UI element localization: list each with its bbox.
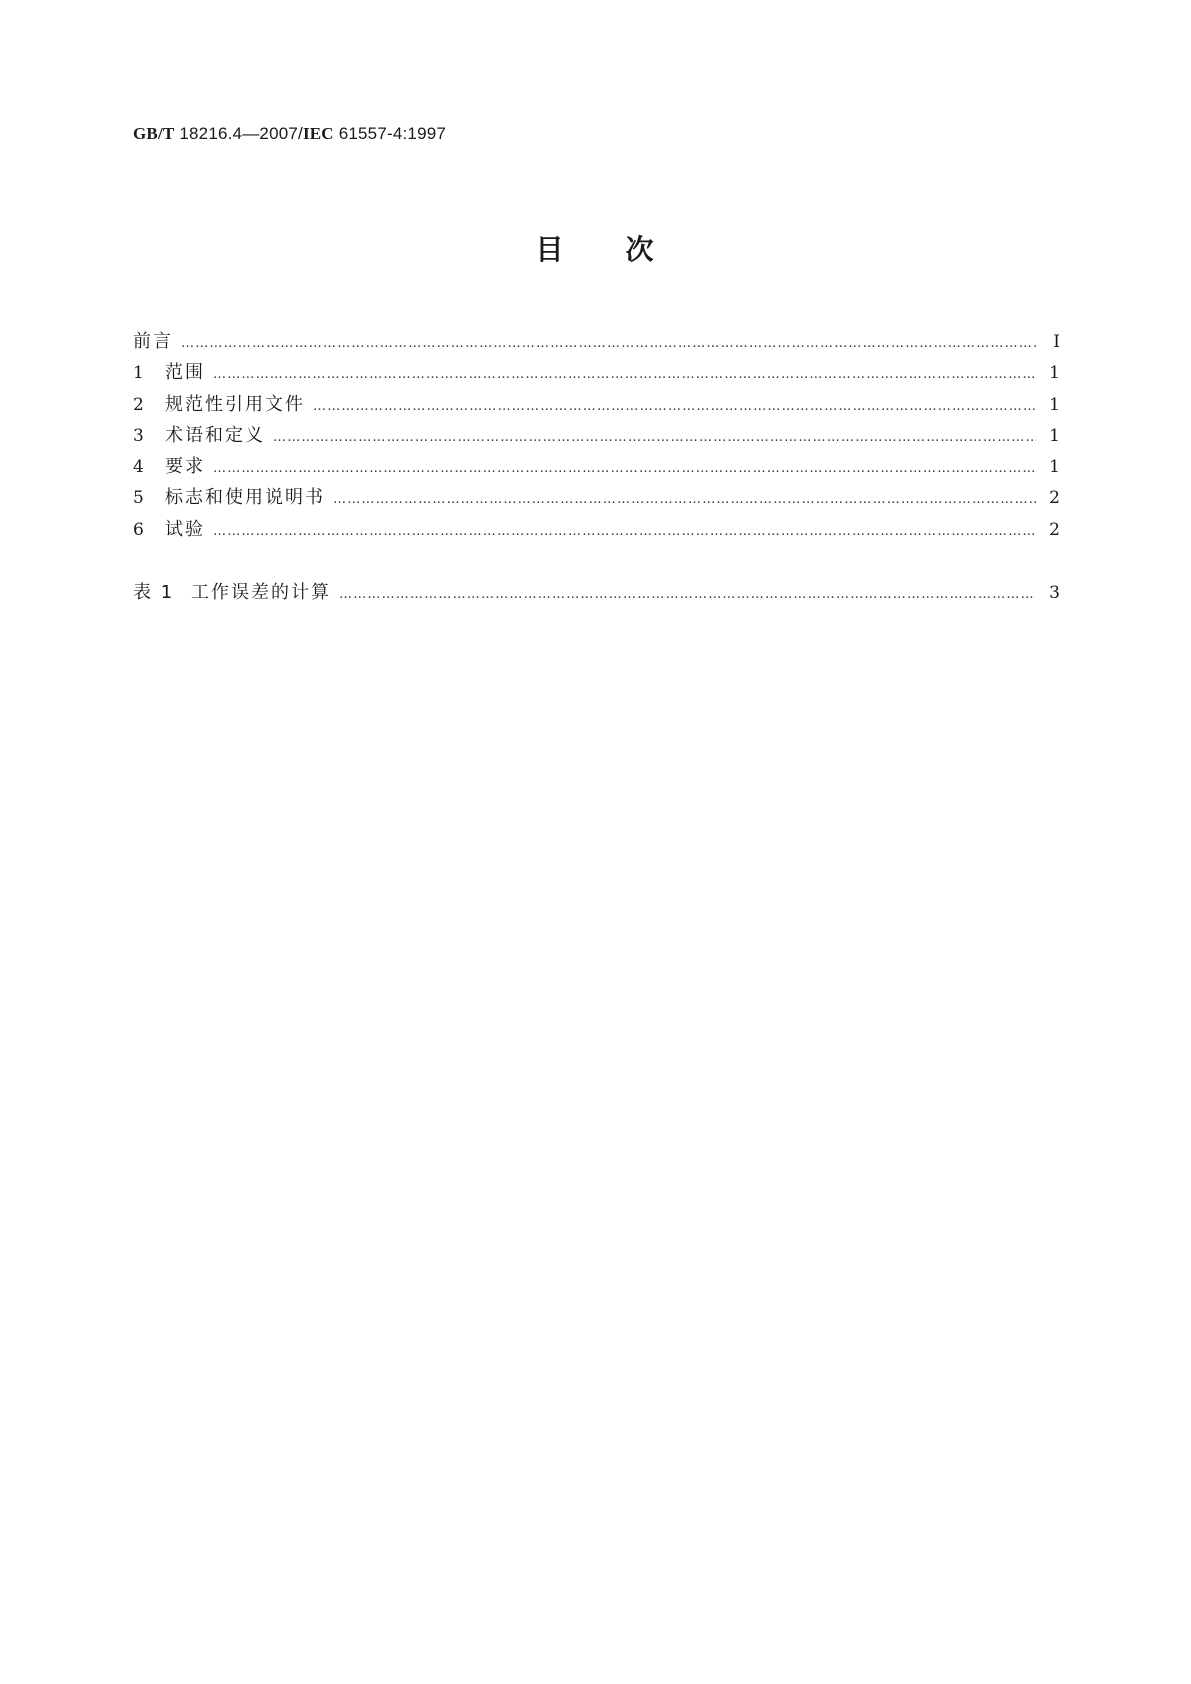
toc-entry-page: Ⅰ: [1053, 332, 1060, 352]
title-char-1: 目: [535, 233, 566, 266]
toc-leader-dots: [213, 461, 1036, 476]
toc-leader-dots: [181, 336, 1036, 351]
standard-prefix: GB/T: [133, 124, 175, 143]
title-char-2: 次: [625, 233, 656, 266]
toc-entry-label: 工作误差的计算: [191, 582, 331, 603]
toc-entry-number: 1: [133, 363, 144, 384]
toc-leader-dots: [213, 524, 1036, 539]
toc-entry-label: 范围: [165, 362, 205, 384]
toc-entry-number: 6: [133, 519, 144, 540]
toc-entry-page: 2: [1049, 519, 1060, 540]
toc-entry-label: 要求: [165, 456, 205, 478]
toc-entry-scope[interactable]: [133, 358, 1060, 389]
toc-entry-marking-instructions[interactable]: [133, 483, 1060, 514]
toc-leader-dots: [313, 399, 1036, 414]
toc-leader-dots: [333, 492, 1036, 507]
iec-number: 61557-4:1997: [333, 124, 447, 143]
iec-prefix: IEC: [302, 124, 334, 143]
toc-entry-normative-references[interactable]: [133, 390, 1060, 421]
toc-leader-dots: [213, 367, 1036, 382]
toc-entry-number: 4: [133, 457, 144, 478]
toc-entry-number: 2: [133, 394, 144, 415]
toc-entry-label: 试验: [165, 518, 205, 540]
toc-entry-requirements[interactable]: [133, 452, 1060, 483]
standard-header: [133, 124, 446, 144]
toc-entry-foreword[interactable]: [133, 327, 1060, 358]
table-of-contents: [133, 327, 1060, 546]
toc-leader-dots: [273, 430, 1036, 445]
toc-entry-page: 1: [1049, 394, 1060, 415]
toc-entry-number: 3: [133, 425, 144, 446]
toc-entry-page: 3: [1049, 583, 1060, 603]
page-title: [0, 228, 1191, 268]
list-of-tables: [133, 578, 1060, 609]
toc-entry-terms-definitions[interactable]: [133, 421, 1060, 452]
toc-entry-page: 1: [1049, 457, 1060, 478]
toc-entry-page: 1: [1049, 363, 1060, 384]
toc-entry-label: 前言: [133, 331, 173, 352]
toc-entry-number: 表 1: [133, 582, 175, 603]
toc-leader-dots: [339, 587, 1036, 602]
toc-entry-label: 术语和定义: [165, 424, 265, 446]
toc-entry-label: 规范性引用文件: [165, 393, 305, 415]
toc-entry-page: 1: [1049, 425, 1060, 446]
toc-entry-number: 5: [133, 488, 144, 509]
toc-entry-tests[interactable]: [133, 515, 1060, 546]
toc-entry-label: 标志和使用说明书: [165, 487, 325, 509]
toc-entry-page: 2: [1049, 488, 1060, 509]
toc-entry-table-1[interactable]: [133, 578, 1060, 609]
standard-number: 18216.4—2007/: [174, 124, 303, 143]
